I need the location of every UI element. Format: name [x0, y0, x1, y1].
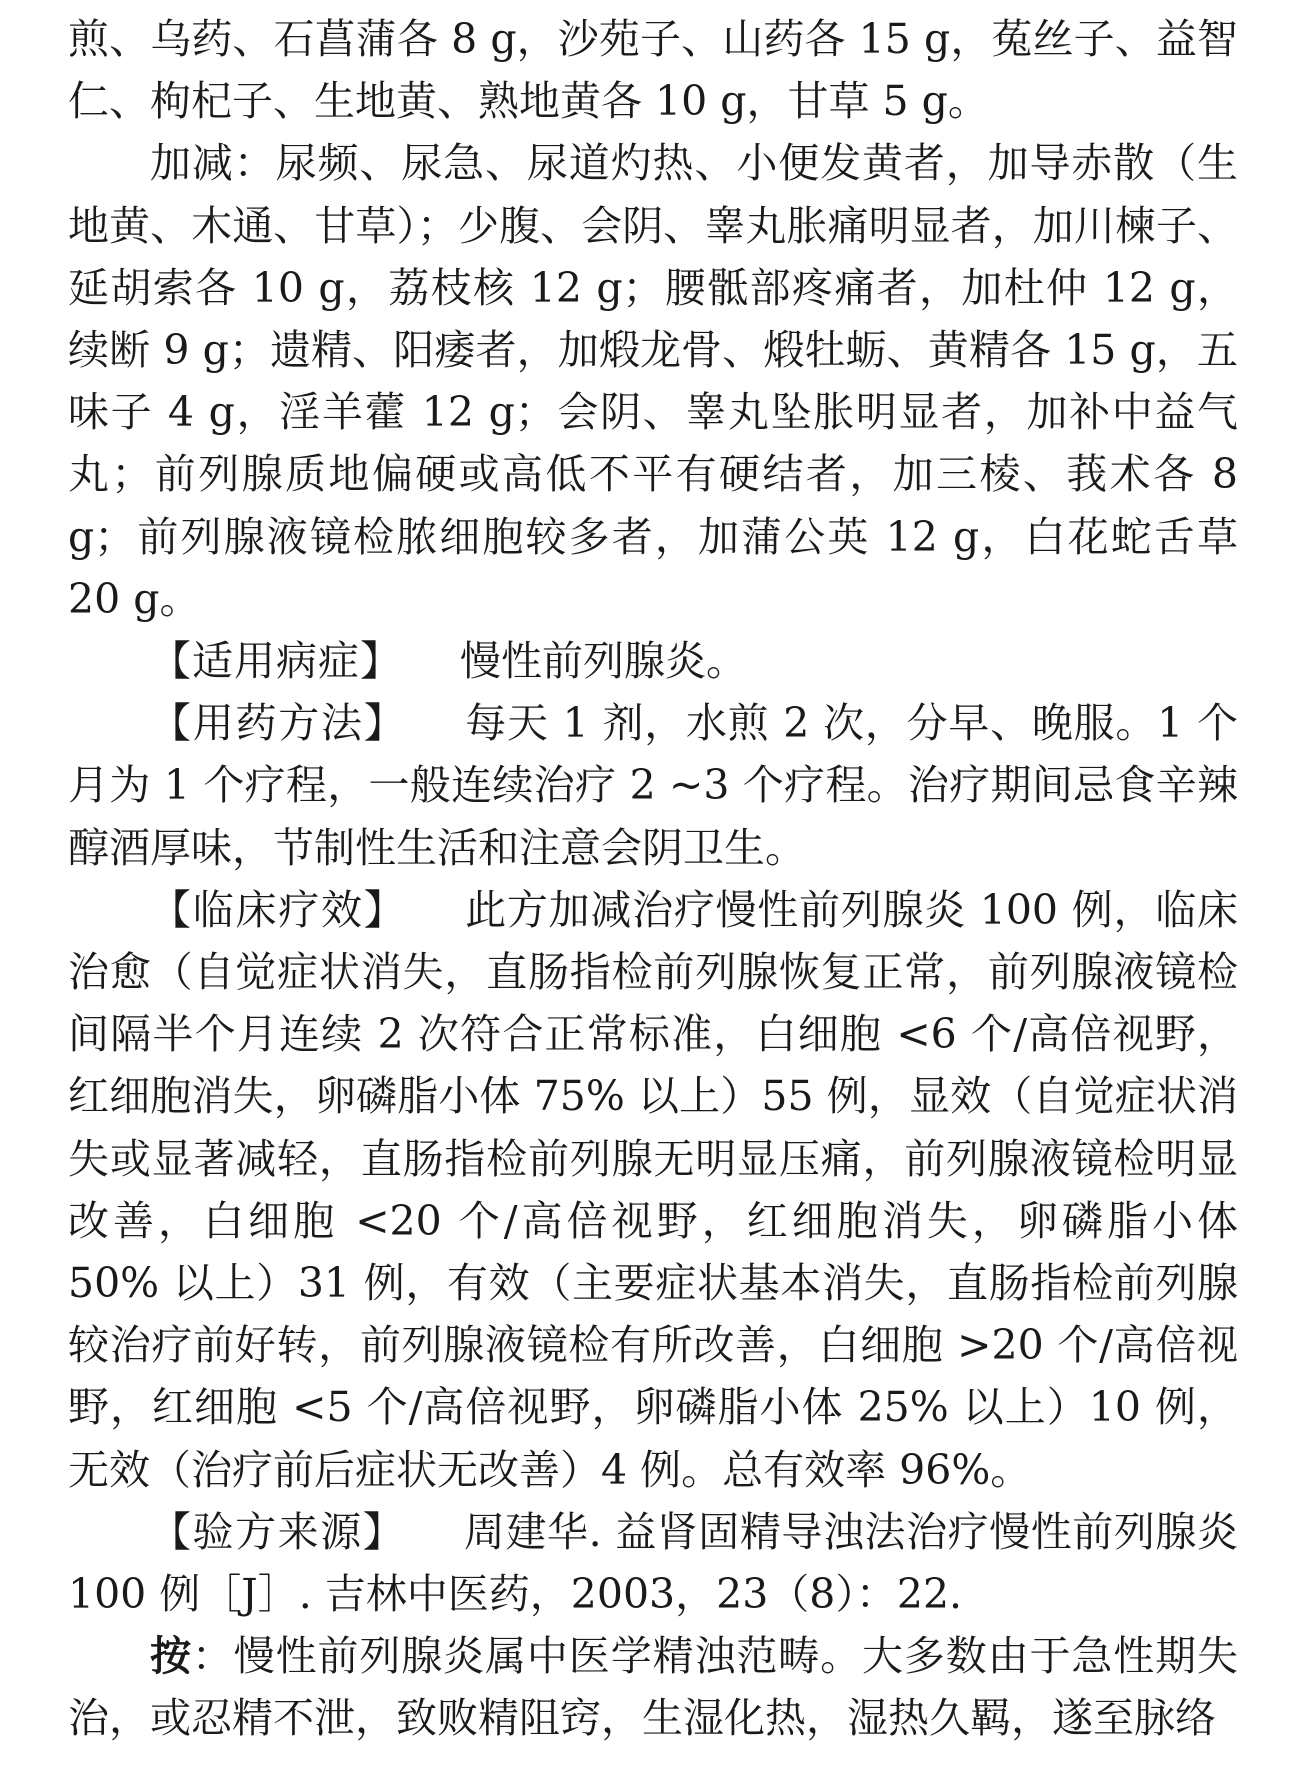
section-heading-usage: 【用药方法】 [150, 699, 407, 748]
clinical-efficacy-text: 此方加减治疗慢性前列腺炎 100 例，临床治愈（自觉症状消失，直肠指检前列腺恢复正常，前列腺液镜检间隔半个月连续 2 次符合正常标准，白细胞 <6 个/高倍视野，红细胞消失，卵磷脂小体 75% 以上）55 例，显效（自觉症状消失或显著减轻，直肠指检前列腺无明显压痛，前列腺液镜检明显改善，白细胞 <20 个/高倍视野，红细胞消失，卵磷脂小体 50% 以上）31 例，有效（主要症状基本消失，直肠指检前列腺较治疗前好转，前列腺液镜检有所改善，白细胞 >20 个/高倍视野，红细胞 <5 个/高倍视野，卵磷脂小体 25% 以上）10 例，无效（治疗前后症状无改善）4 例。总有效率 96%。 [68, 885, 1238, 1494]
paragraph-modifications: 加减：尿频、尿急、尿道灼热、小便发黄者，加导赤散（生地黄、木通、甘草）；少腹、会阴、睾丸胀痛明显者，加川楝子、延胡索各 10 g，荔枝核 12 g；腰骶部疼痛者，加杜仲 12 g，续断 9 g；遗精、阳痿者，加煅龙骨、煅牡蛎、黄精各 15 g，五味子 4 g，淫羊藿 12 g；会阴、睾丸坠胀明显者，加补中益气丸；前列腺质地偏硬或高低不平有硬结者，加三棱、莪术各 8 g；前列腺液镜检脓细胞较多者，加蒲公英 12 g，白花蛇舌草 20 g。 [68, 139, 1238, 623]
section-heading-indications: 【适用病症】 [150, 637, 402, 686]
indications-text: 慢性前列腺炎。 [460, 637, 747, 686]
usage-text: 每天 1 剂，水煎 2 次，分早、晚服。1 个月为 1 个疗程，一般连续治疗 2 ~3 个疗程。治疗期间忌食辛辣醇酒厚味，节制性生活和注意会阴卫生。 [68, 699, 1239, 872]
paragraph-indications [68, 630, 1238, 692]
paragraph-clinical-efficacy [68, 879, 1238, 1501]
note-label: 按 [150, 1632, 192, 1681]
paragraph-usage [68, 692, 1238, 879]
paragraph-note [68, 1625, 1238, 1749]
section-heading-source: 【验方来源】 [150, 1507, 406, 1556]
source-citation: 周建华. 益肾固精导浊法治疗慢性前列腺炎 100 例［J］. 吉林中医药，2003，23（8）：22. [68, 1507, 1238, 1619]
paragraph-prescription-end: 煎、乌药、石菖蒲各 8 g，沙苑子、山药各 15 g，菟丝子、益智仁、枸杞子、生地黄、熟地黄各 10 g，甘草 5 g。 [68, 15, 1238, 126]
paragraph-source [68, 1501, 1238, 1625]
document-page [68, 8, 1238, 1750]
section-heading-clinical-efficacy: 【临床疗效】 [150, 885, 407, 934]
note-text: ：慢性前列腺炎属中医学精浊范畴。大多数由于急性期失治，或忍精不泄，致败精阻窍，生湿化热，湿热久羁，遂至脉络 [68, 1632, 1239, 1743]
